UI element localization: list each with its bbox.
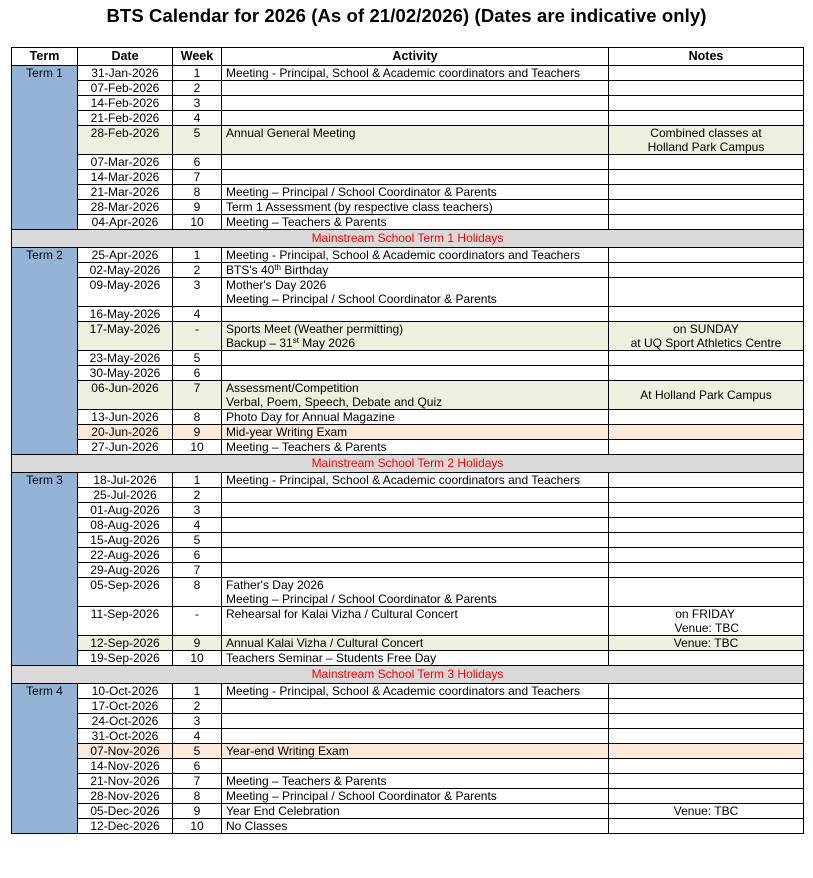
week-cell: 6: [173, 759, 222, 774]
notes-cell: [609, 351, 804, 366]
notes-cell: [609, 578, 804, 607]
date-cell: 25-Apr-2026: [78, 248, 173, 263]
date-cell: 10-Oct-2026: [78, 684, 173, 699]
notes-cell: [609, 789, 804, 804]
header-notes: Notes: [609, 48, 804, 66]
table-row: [12, 170, 804, 185]
table-row: [12, 819, 804, 834]
table-row: [12, 651, 804, 666]
notes-cell: [609, 126, 804, 155]
table-row: [12, 111, 804, 126]
notes-cell: [609, 366, 804, 381]
date-cell: 05-Sep-2026: [78, 578, 173, 607]
activity-cell: [222, 488, 609, 503]
notes-cell: [609, 607, 804, 636]
table-row: [12, 548, 804, 563]
activity-cell: [222, 563, 609, 578]
date-cell: 05-Dec-2026: [78, 804, 173, 819]
activity-cell: [222, 804, 609, 819]
activity-cell: [222, 548, 609, 563]
activity-cell: [222, 473, 609, 488]
week-cell: 4: [173, 111, 222, 126]
activity-line: Meeting – Principal / School Coordinator & Parents: [226, 292, 497, 306]
table-row: [12, 636, 804, 651]
activity-line: Year-end Writing Exam: [226, 744, 349, 758]
table-row: [12, 563, 804, 578]
activity-line: Meeting – Principal / School Coordinator & Parents: [226, 789, 497, 803]
table-row: [12, 263, 804, 278]
activity-cell: [222, 636, 609, 651]
notes-cell: [609, 714, 804, 729]
week-cell: 7: [173, 381, 222, 410]
table-row: [12, 473, 804, 488]
activity-cell: [222, 278, 609, 307]
notes-line: on FRIDAY: [675, 607, 735, 621]
activity-cell: [222, 607, 609, 636]
table-row: [12, 96, 804, 111]
date-cell: 27-Jun-2026: [78, 440, 173, 455]
notes-cell: [609, 322, 804, 351]
notes-cell: [609, 96, 804, 111]
table-row: [12, 185, 804, 200]
activity-line: Mid-year Writing Exam: [226, 425, 348, 439]
activity-cell: [222, 126, 609, 155]
notes-cell: [609, 488, 804, 503]
week-cell: 2: [173, 263, 222, 278]
activity-line: Term 1 Assessment (by respective class teachers): [226, 200, 493, 214]
table-row: [12, 366, 804, 381]
activity-cell: [222, 425, 609, 440]
notes-cell: [609, 804, 804, 819]
date-cell: 24-Oct-2026: [78, 714, 173, 729]
activity-cell: [222, 366, 609, 381]
term-label: Term 3: [12, 473, 78, 666]
week-cell: 7: [173, 563, 222, 578]
activity-line: Assessment/Competition: [226, 381, 359, 395]
table-row: [12, 607, 804, 636]
table-row: [12, 440, 804, 455]
activity-cell: [222, 322, 609, 351]
notes-line: Venue: TBC: [673, 636, 739, 650]
table-row: [12, 774, 804, 789]
notes-cell: [609, 200, 804, 215]
table-row: [12, 729, 804, 744]
notes-cell: [609, 563, 804, 578]
date-cell: 28-Feb-2026: [78, 126, 173, 155]
week-cell: 3: [173, 278, 222, 307]
activity-cell: [222, 96, 609, 111]
table-row: [12, 155, 804, 170]
holiday-label: Mainstream School Term 1 Holidays: [12, 230, 804, 248]
activity-line: Year End Celebration: [226, 804, 340, 818]
table-row: [12, 684, 804, 699]
week-cell: 5: [173, 744, 222, 759]
activity-cell: [222, 533, 609, 548]
week-cell: 2: [173, 81, 222, 96]
activity-line: Photo Day for Annual Magazine: [226, 410, 395, 424]
holiday-label: Mainstream School Term 2 Holidays: [12, 455, 804, 473]
date-cell: 28-Mar-2026: [78, 200, 173, 215]
header-week: Week: [173, 48, 222, 66]
activity-cell: [222, 351, 609, 366]
week-cell: -: [173, 607, 222, 636]
notes-cell: [609, 503, 804, 518]
week-cell: 1: [173, 684, 222, 699]
date-cell: 06-Jun-2026: [78, 381, 173, 410]
week-cell: 7: [173, 774, 222, 789]
week-cell: 6: [173, 366, 222, 381]
activity-cell: [222, 248, 609, 263]
week-cell: 3: [173, 96, 222, 111]
activity-line: Meeting - Principal, School & Academic coordinators and Teachers: [226, 248, 580, 262]
date-cell: 08-Aug-2026: [78, 518, 173, 533]
activity-cell: [222, 819, 609, 834]
activity-cell: [222, 307, 609, 322]
date-cell: 20-Jun-2026: [78, 425, 173, 440]
week-cell: 4: [173, 729, 222, 744]
table-row: [12, 200, 804, 215]
activity-cell: [222, 263, 609, 278]
notes-cell: [609, 248, 804, 263]
notes-cell: [609, 215, 804, 230]
week-cell: 9: [173, 636, 222, 651]
date-cell: 19-Sep-2026: [78, 651, 173, 666]
holiday-label: Mainstream School Term 3 Holidays: [12, 666, 804, 684]
holiday-row: [12, 666, 804, 684]
notes-cell: [609, 81, 804, 96]
activity-line: Annual General Meeting: [226, 126, 356, 140]
notes-cell: [609, 774, 804, 789]
table-row: [12, 744, 804, 759]
week-cell: 5: [173, 533, 222, 548]
activity-line: Verbal, Poem, Speech, Debate and Quiz: [226, 395, 443, 409]
notes-cell: [609, 185, 804, 200]
week-cell: 7: [173, 170, 222, 185]
week-cell: 9: [173, 200, 222, 215]
activity-line: Meeting – Teachers & Parents: [226, 215, 387, 229]
week-cell: 6: [173, 155, 222, 170]
notes-cell: [609, 66, 804, 81]
calendar-body: [12, 66, 804, 834]
notes-line: on SUNDAY: [673, 322, 739, 336]
activity-cell: [222, 155, 609, 170]
date-cell: 21-Mar-2026: [78, 185, 173, 200]
date-cell: 07-Nov-2026: [78, 744, 173, 759]
table-row: [12, 425, 804, 440]
table-row: [12, 804, 804, 819]
notes-cell: [609, 307, 804, 322]
notes-cell: [609, 410, 804, 425]
date-cell: 21-Nov-2026: [78, 774, 173, 789]
week-cell: 9: [173, 804, 222, 819]
header-activity: Activity: [222, 48, 609, 66]
date-cell: 07-Mar-2026: [78, 155, 173, 170]
week-cell: 3: [173, 714, 222, 729]
notes-cell: [609, 636, 804, 651]
week-cell: 10: [173, 440, 222, 455]
table-row: [12, 248, 804, 263]
date-cell: 04-Apr-2026: [78, 215, 173, 230]
table-row: [12, 503, 804, 518]
date-cell: 18-Jul-2026: [78, 473, 173, 488]
week-cell: -: [173, 322, 222, 351]
holiday-row: [12, 230, 804, 248]
date-cell: 11-Sep-2026: [78, 607, 173, 636]
table-row: [12, 578, 804, 607]
date-cell: 15-Aug-2026: [78, 533, 173, 548]
date-cell: 23-May-2026: [78, 351, 173, 366]
week-cell: 4: [173, 518, 222, 533]
week-cell: 1: [173, 248, 222, 263]
date-cell: 30-May-2026: [78, 366, 173, 381]
date-cell: 28-Nov-2026: [78, 789, 173, 804]
week-cell: 10: [173, 819, 222, 834]
activity-line: Meeting – Principal / School Coordinator & Parents: [226, 185, 497, 199]
date-cell: 09-May-2026: [78, 278, 173, 307]
activity-line: Meeting - Principal, School & Academic coordinators and Teachers: [226, 66, 580, 80]
activity-cell: [222, 200, 609, 215]
activity-cell: [222, 729, 609, 744]
activity-line: Sports Meet (Weather permitting): [226, 322, 404, 336]
activity-cell: [222, 215, 609, 230]
activity-line: BTS's 40th Birthday: [226, 263, 329, 277]
table-row: [12, 307, 804, 322]
activity-cell: [222, 440, 609, 455]
activity-cell: [222, 66, 609, 81]
table-row: [12, 410, 804, 425]
notes-line: at UQ Sport Athletics Centre: [630, 336, 782, 350]
activity-cell: [222, 699, 609, 714]
header-date: Date: [78, 48, 173, 66]
activity-line: Meeting - Principal, School & Academic coordinators and Teachers: [226, 684, 580, 698]
notes-cell: [609, 278, 804, 307]
date-cell: 29-Aug-2026: [78, 563, 173, 578]
activity-line: No Classes: [226, 819, 288, 833]
date-cell: 16-May-2026: [78, 307, 173, 322]
notes-cell: [609, 518, 804, 533]
activity-cell: [222, 410, 609, 425]
notes-cell: [609, 699, 804, 714]
term-label: Term 2: [12, 248, 78, 455]
table-row: [12, 278, 804, 307]
activity-line: Rehearsal for Kalai Vizha / Cultural Concert: [226, 607, 458, 621]
notes-cell: [609, 440, 804, 455]
table-row: [12, 322, 804, 351]
activity-line: Meeting - Principal, School & Academic coordinators and Teachers: [226, 473, 580, 487]
notes-cell: [609, 729, 804, 744]
activity-line: Father's Day 2026: [226, 578, 324, 592]
activity-cell: [222, 774, 609, 789]
activity-cell: [222, 684, 609, 699]
table-row: [12, 488, 804, 503]
week-cell: 5: [173, 351, 222, 366]
week-cell: 10: [173, 651, 222, 666]
date-cell: 21-Feb-2026: [78, 111, 173, 126]
table-row: [12, 126, 804, 155]
header-term: Term: [12, 48, 78, 66]
date-cell: 14-Feb-2026: [78, 96, 173, 111]
table-row: [12, 699, 804, 714]
holiday-row: [12, 455, 804, 473]
activity-cell: [222, 185, 609, 200]
calendar-table: [11, 47, 804, 834]
notes-cell: [609, 684, 804, 699]
notes-line: Venue: TBC: [674, 621, 739, 635]
table-row: [12, 759, 804, 774]
notes-line: Holland Park Campus: [647, 140, 765, 154]
notes-cell: [609, 381, 804, 410]
notes-cell: [609, 819, 804, 834]
date-cell: 22-Aug-2026: [78, 548, 173, 563]
week-cell: 2: [173, 488, 222, 503]
activity-line: Meeting – Teachers & Parents: [226, 440, 387, 454]
week-cell: 8: [173, 185, 222, 200]
week-cell: 1: [173, 66, 222, 81]
table-row: [12, 714, 804, 729]
activity-line: Backup – 31st May 2026: [226, 336, 355, 350]
table-row: [12, 533, 804, 548]
table-row: [12, 66, 804, 81]
date-cell: 12-Sep-2026: [78, 636, 173, 651]
week-cell: 8: [173, 410, 222, 425]
date-cell: 17-Oct-2026: [78, 699, 173, 714]
notes-cell: [609, 651, 804, 666]
activity-cell: [222, 578, 609, 607]
activity-line: Annual Kalai Vizha / Cultural Concert: [226, 636, 424, 650]
date-cell: 01-Aug-2026: [78, 503, 173, 518]
activity-cell: [222, 111, 609, 126]
activity-cell: [222, 789, 609, 804]
date-cell: 12-Dec-2026: [78, 819, 173, 834]
table-row: [12, 81, 804, 96]
table-row: [12, 215, 804, 230]
date-cell: 02-May-2026: [78, 263, 173, 278]
notes-line: Combined classes at: [650, 126, 762, 140]
table-row: [12, 381, 804, 410]
notes-cell: [609, 263, 804, 278]
date-cell: 13-Jun-2026: [78, 410, 173, 425]
activity-cell: [222, 503, 609, 518]
notes-cell: [609, 473, 804, 488]
week-cell: 3: [173, 503, 222, 518]
date-cell: 14-Mar-2026: [78, 170, 173, 185]
week-cell: 8: [173, 789, 222, 804]
notes-cell: [609, 155, 804, 170]
notes-line: At Holland Park Campus: [640, 388, 772, 402]
activity-line: Mother's Day 2026: [226, 278, 327, 292]
week-cell: 10: [173, 215, 222, 230]
notes-cell: [609, 759, 804, 774]
activity-cell: [222, 518, 609, 533]
notes-cell: [609, 548, 804, 563]
notes-cell: [609, 744, 804, 759]
activity-cell: [222, 714, 609, 729]
week-cell: 4: [173, 307, 222, 322]
week-cell: 2: [173, 699, 222, 714]
activity-cell: [222, 170, 609, 185]
notes-cell: [609, 533, 804, 548]
activity-line: Meeting – Teachers & Parents: [226, 774, 387, 788]
activity-cell: [222, 759, 609, 774]
week-cell: 1: [173, 473, 222, 488]
notes-cell: [609, 170, 804, 185]
term-label: Term 4: [12, 684, 78, 834]
activity-cell: [222, 381, 609, 410]
week-cell: 6: [173, 548, 222, 563]
date-cell: 14-Nov-2026: [78, 759, 173, 774]
date-cell: 07-Feb-2026: [78, 81, 173, 96]
date-cell: 17-May-2026: [78, 322, 173, 351]
notes-line: Venue: TBC: [673, 804, 739, 818]
term-label: Term 1: [12, 66, 78, 230]
table-row: [12, 351, 804, 366]
activity-cell: [222, 651, 609, 666]
table-row: [12, 789, 804, 804]
activity-cell: [222, 81, 609, 96]
page-title: BTS Calendar for 2026 (As of 21/02/2026) (Dates are indicative only): [106, 5, 707, 26]
week-cell: 9: [173, 425, 222, 440]
date-cell: 31-Oct-2026: [78, 729, 173, 744]
notes-cell: [609, 425, 804, 440]
week-cell: 5: [173, 126, 222, 155]
notes-cell: [609, 111, 804, 126]
table-row: [12, 518, 804, 533]
date-cell: 25-Jul-2026: [78, 488, 173, 503]
week-cell: 8: [173, 578, 222, 607]
date-cell: 31-Jan-2026: [78, 66, 173, 81]
activity-cell: [222, 744, 609, 759]
activity-line: Teachers Seminar – Students Free Day: [226, 651, 437, 665]
activity-line: Meeting – Principal / School Coordinator & Parents: [226, 592, 497, 606]
header-row: [12, 48, 804, 66]
